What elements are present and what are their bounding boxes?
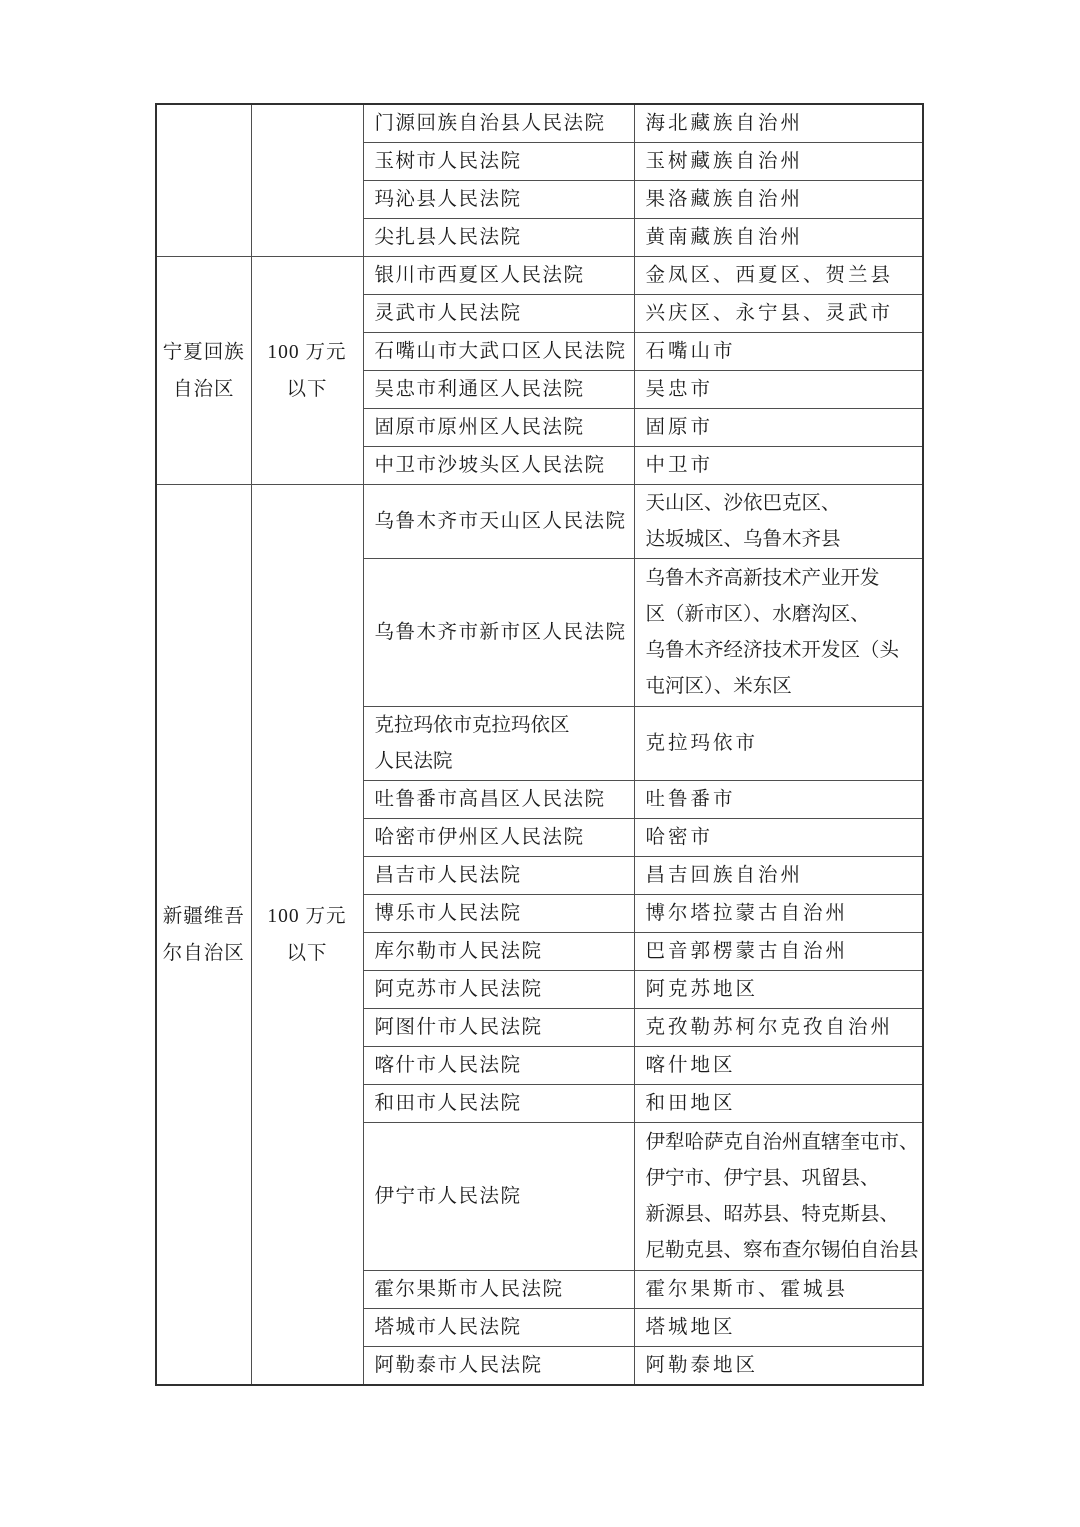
jurisdiction-cell: 哈密市 (634, 819, 923, 857)
region-cell (156, 104, 251, 257)
table-row (156, 485, 923, 559)
court-cell: 阿图什市人民法院 (363, 1009, 634, 1047)
jurisdiction-cell: 吴忠市 (634, 371, 923, 409)
jurisdiction-cell: 昌吉回族自治州 (634, 857, 923, 895)
table-row (156, 257, 923, 295)
court-cell: 霍尔果斯市人民法院 (363, 1271, 634, 1309)
court-cell: 阿勒泰市人民法院 (363, 1347, 634, 1386)
jurisdiction-cell: 克拉玛依市 (634, 707, 923, 781)
jurisdiction-cell: 巴音郭楞蒙古自治州 (634, 933, 923, 971)
jurisdiction-cell: 乌鲁木齐高新技术产业开发 区（新市区）、水磨沟区、 乌鲁木齐经济技术开发区（头 屯河区）、米东区 (634, 559, 923, 707)
jurisdiction-cell: 海北藏族自治州 (634, 104, 923, 143)
jurisdiction-cell: 伊犁哈萨克自治州直辖奎屯市、 伊宁市、伊宁县、巩留县、 新源县、昭苏县、特克斯县、 尼勒克县、察布查尔锡伯自治县 (634, 1123, 923, 1271)
jurisdiction-cell: 和田地区 (634, 1085, 923, 1123)
jurisdiction-cell: 克孜勒苏柯尔克孜自治州 (634, 1009, 923, 1047)
jurisdiction-cell: 果洛藏族自治州 (634, 181, 923, 219)
court-cell: 克拉玛依市克拉玛依区 人民法院 (363, 707, 634, 781)
court-cell: 和田市人民法院 (363, 1085, 634, 1123)
court-cell: 塔城市人民法院 (363, 1309, 634, 1347)
court-cell: 门源回族自治县人民法院 (363, 104, 634, 143)
court-cell: 吴忠市利通区人民法院 (363, 371, 634, 409)
jurisdiction-cell: 博尔塔拉蒙古自治州 (634, 895, 923, 933)
amount-cell: 100 万元 以下 (251, 257, 363, 485)
amount-cell (251, 104, 363, 257)
court-cell: 玉树市人民法院 (363, 143, 634, 181)
court-cell: 喀什市人民法院 (363, 1047, 634, 1085)
court-cell: 固原市原州区人民法院 (363, 409, 634, 447)
court-cell: 乌鲁木齐市新市区人民法院 (363, 559, 634, 707)
court-cell: 玛沁县人民法院 (363, 181, 634, 219)
courts-jurisdiction-table (155, 103, 924, 1386)
court-cell: 中卫市沙坡头区人民法院 (363, 447, 634, 485)
jurisdiction-cell: 吐鲁番市 (634, 781, 923, 819)
jurisdiction-cell: 石嘴山市 (634, 333, 923, 371)
court-cell: 乌鲁木齐市天山区人民法院 (363, 485, 634, 559)
table-row (156, 104, 923, 143)
jurisdiction-cell: 金凤区、西夏区、贺兰县 (634, 257, 923, 295)
jurisdiction-cell: 兴庆区、永宁县、灵武市 (634, 295, 923, 333)
court-cell: 阿克苏市人民法院 (363, 971, 634, 1009)
court-cell: 吐鲁番市高昌区人民法院 (363, 781, 634, 819)
court-cell: 库尔勒市人民法院 (363, 933, 634, 971)
court-cell: 博乐市人民法院 (363, 895, 634, 933)
court-cell: 灵武市人民法院 (363, 295, 634, 333)
court-cell: 伊宁市人民法院 (363, 1123, 634, 1271)
jurisdiction-cell: 天山区、沙依巴克区、 达坂城区、乌鲁木齐县 (634, 485, 923, 559)
amount-cell: 100 万元 以下 (251, 485, 363, 1386)
jurisdiction-cell: 阿克苏地区 (634, 971, 923, 1009)
court-cell: 尖扎县人民法院 (363, 219, 634, 257)
jurisdiction-cell: 喀什地区 (634, 1047, 923, 1085)
jurisdiction-cell: 黄南藏族自治州 (634, 219, 923, 257)
jurisdiction-cell: 塔城地区 (634, 1309, 923, 1347)
court-cell: 银川市西夏区人民法院 (363, 257, 634, 295)
court-cell: 石嘴山市大武口区人民法院 (363, 333, 634, 371)
jurisdiction-cell: 固原市 (634, 409, 923, 447)
court-cell: 哈密市伊州区人民法院 (363, 819, 634, 857)
region-cell: 宁夏回族 自治区 (156, 257, 251, 485)
jurisdiction-cell: 中卫市 (634, 447, 923, 485)
jurisdiction-cell: 霍尔果斯市、霍城县 (634, 1271, 923, 1309)
jurisdiction-cell: 阿勒泰地区 (634, 1347, 923, 1386)
jurisdiction-cell: 玉树藏族自治州 (634, 143, 923, 181)
region-cell: 新疆维吾 尔自治区 (156, 485, 251, 1386)
court-cell: 昌吉市人民法院 (363, 857, 634, 895)
